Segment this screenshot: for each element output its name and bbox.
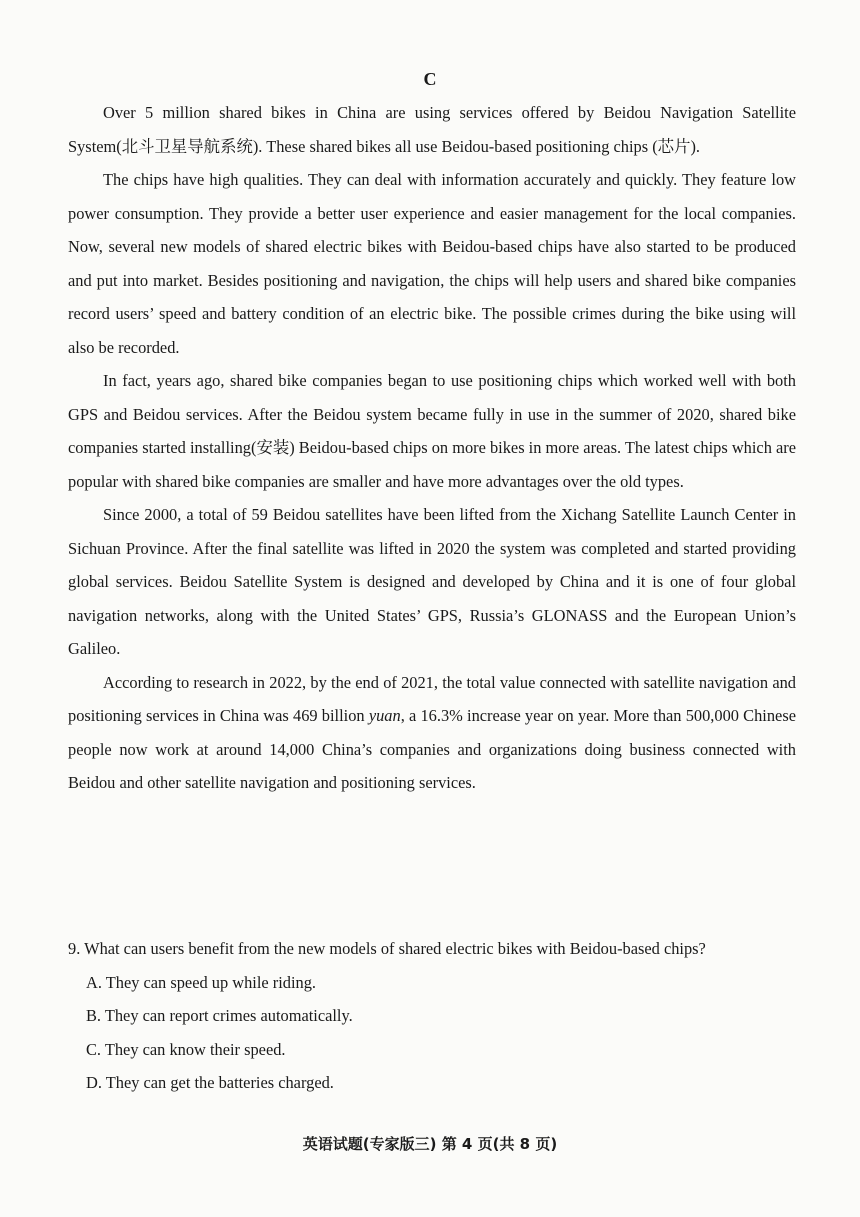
passage-paragraph-4: Since 2000, a total of 59 Beidou satellites have been lifted from the Xichang Satellite Launch Center in Sichuan Province. After the final satellite was lifted in 2020 the system was completed and started providing global services. Beidou Satellite System is designed and developed by China and it is one of four global navigation networks, along with the United States’ GPS, Russia’s GLONASS and the European Union’s Galileo. bbox=[68, 505, 796, 658]
option-d[interactable]: D. They can get the batteries charged. bbox=[86, 1073, 334, 1092]
paragraph-5-text-after: , a 16.3% increase year on year. More than 500,000 Chinese people now work at around 14,000 China’s companies and organizations doing business connected with Beidou and other satellite navigation and positioning services. bbox=[68, 706, 796, 792]
paragraph-5-text-before: According to research in 2022, by the end of 2021, the total value connected with satellite navigation and positioning services in China was 469 billion bbox=[68, 672, 796, 725]
passage-paragraph-1: Over 5 million shared bikes in China are using services offered by Beidou Navigation Satellite System(北斗卫星导航系统). These shared bikes all use Beidou-based positioning chips (芯片). bbox=[68, 103, 796, 156]
section-label: C bbox=[423, 69, 437, 89]
option-b[interactable]: B. They can report crimes automatically. bbox=[86, 1006, 353, 1025]
page-footer: 英语试题(专家版三) 第 4 页(共 8 页) bbox=[302, 1135, 558, 1153]
currency-word: yuan bbox=[368, 706, 401, 725]
passage-paragraph-2: The chips have high qualities. They can deal with information accurately and quickly. They feature low power consumption. They provide a better user experience and easier management for the local companies. Now, several new models of shared electric bikes with Beidou-based chips have also started to be produced and put into market. Besides positioning and navigation, the chips will help users and shared bike companies record users’ speed and battery condition of an electric bike. The possible crimes during the bike using will also be recorded. bbox=[68, 170, 796, 357]
option-c[interactable]: C. They can know their speed. bbox=[86, 1039, 286, 1059]
question-9 bbox=[68, 932, 796, 1100]
reading-passage bbox=[68, 96, 796, 800]
option-a[interactable]: A. They can speed up while riding. bbox=[86, 972, 317, 992]
passage-paragraph-5 bbox=[68, 666, 796, 800]
passage-paragraph-3: In fact, years ago, shared bike companies began to use positioning chips which worked well with both GPS and Beidou services. After the Beidou system became fully in use in the summer of 2020, shared bike companies started installing(安装) Beidou-based chips on more bikes in more areas. The latest chips which are popular with shared bike companies are smaller and have more advantages over the old types. bbox=[68, 371, 796, 491]
question-stem: 9. What can users benefit from the new models of shared electric bikes with Beidou-based chips? bbox=[68, 939, 706, 958]
